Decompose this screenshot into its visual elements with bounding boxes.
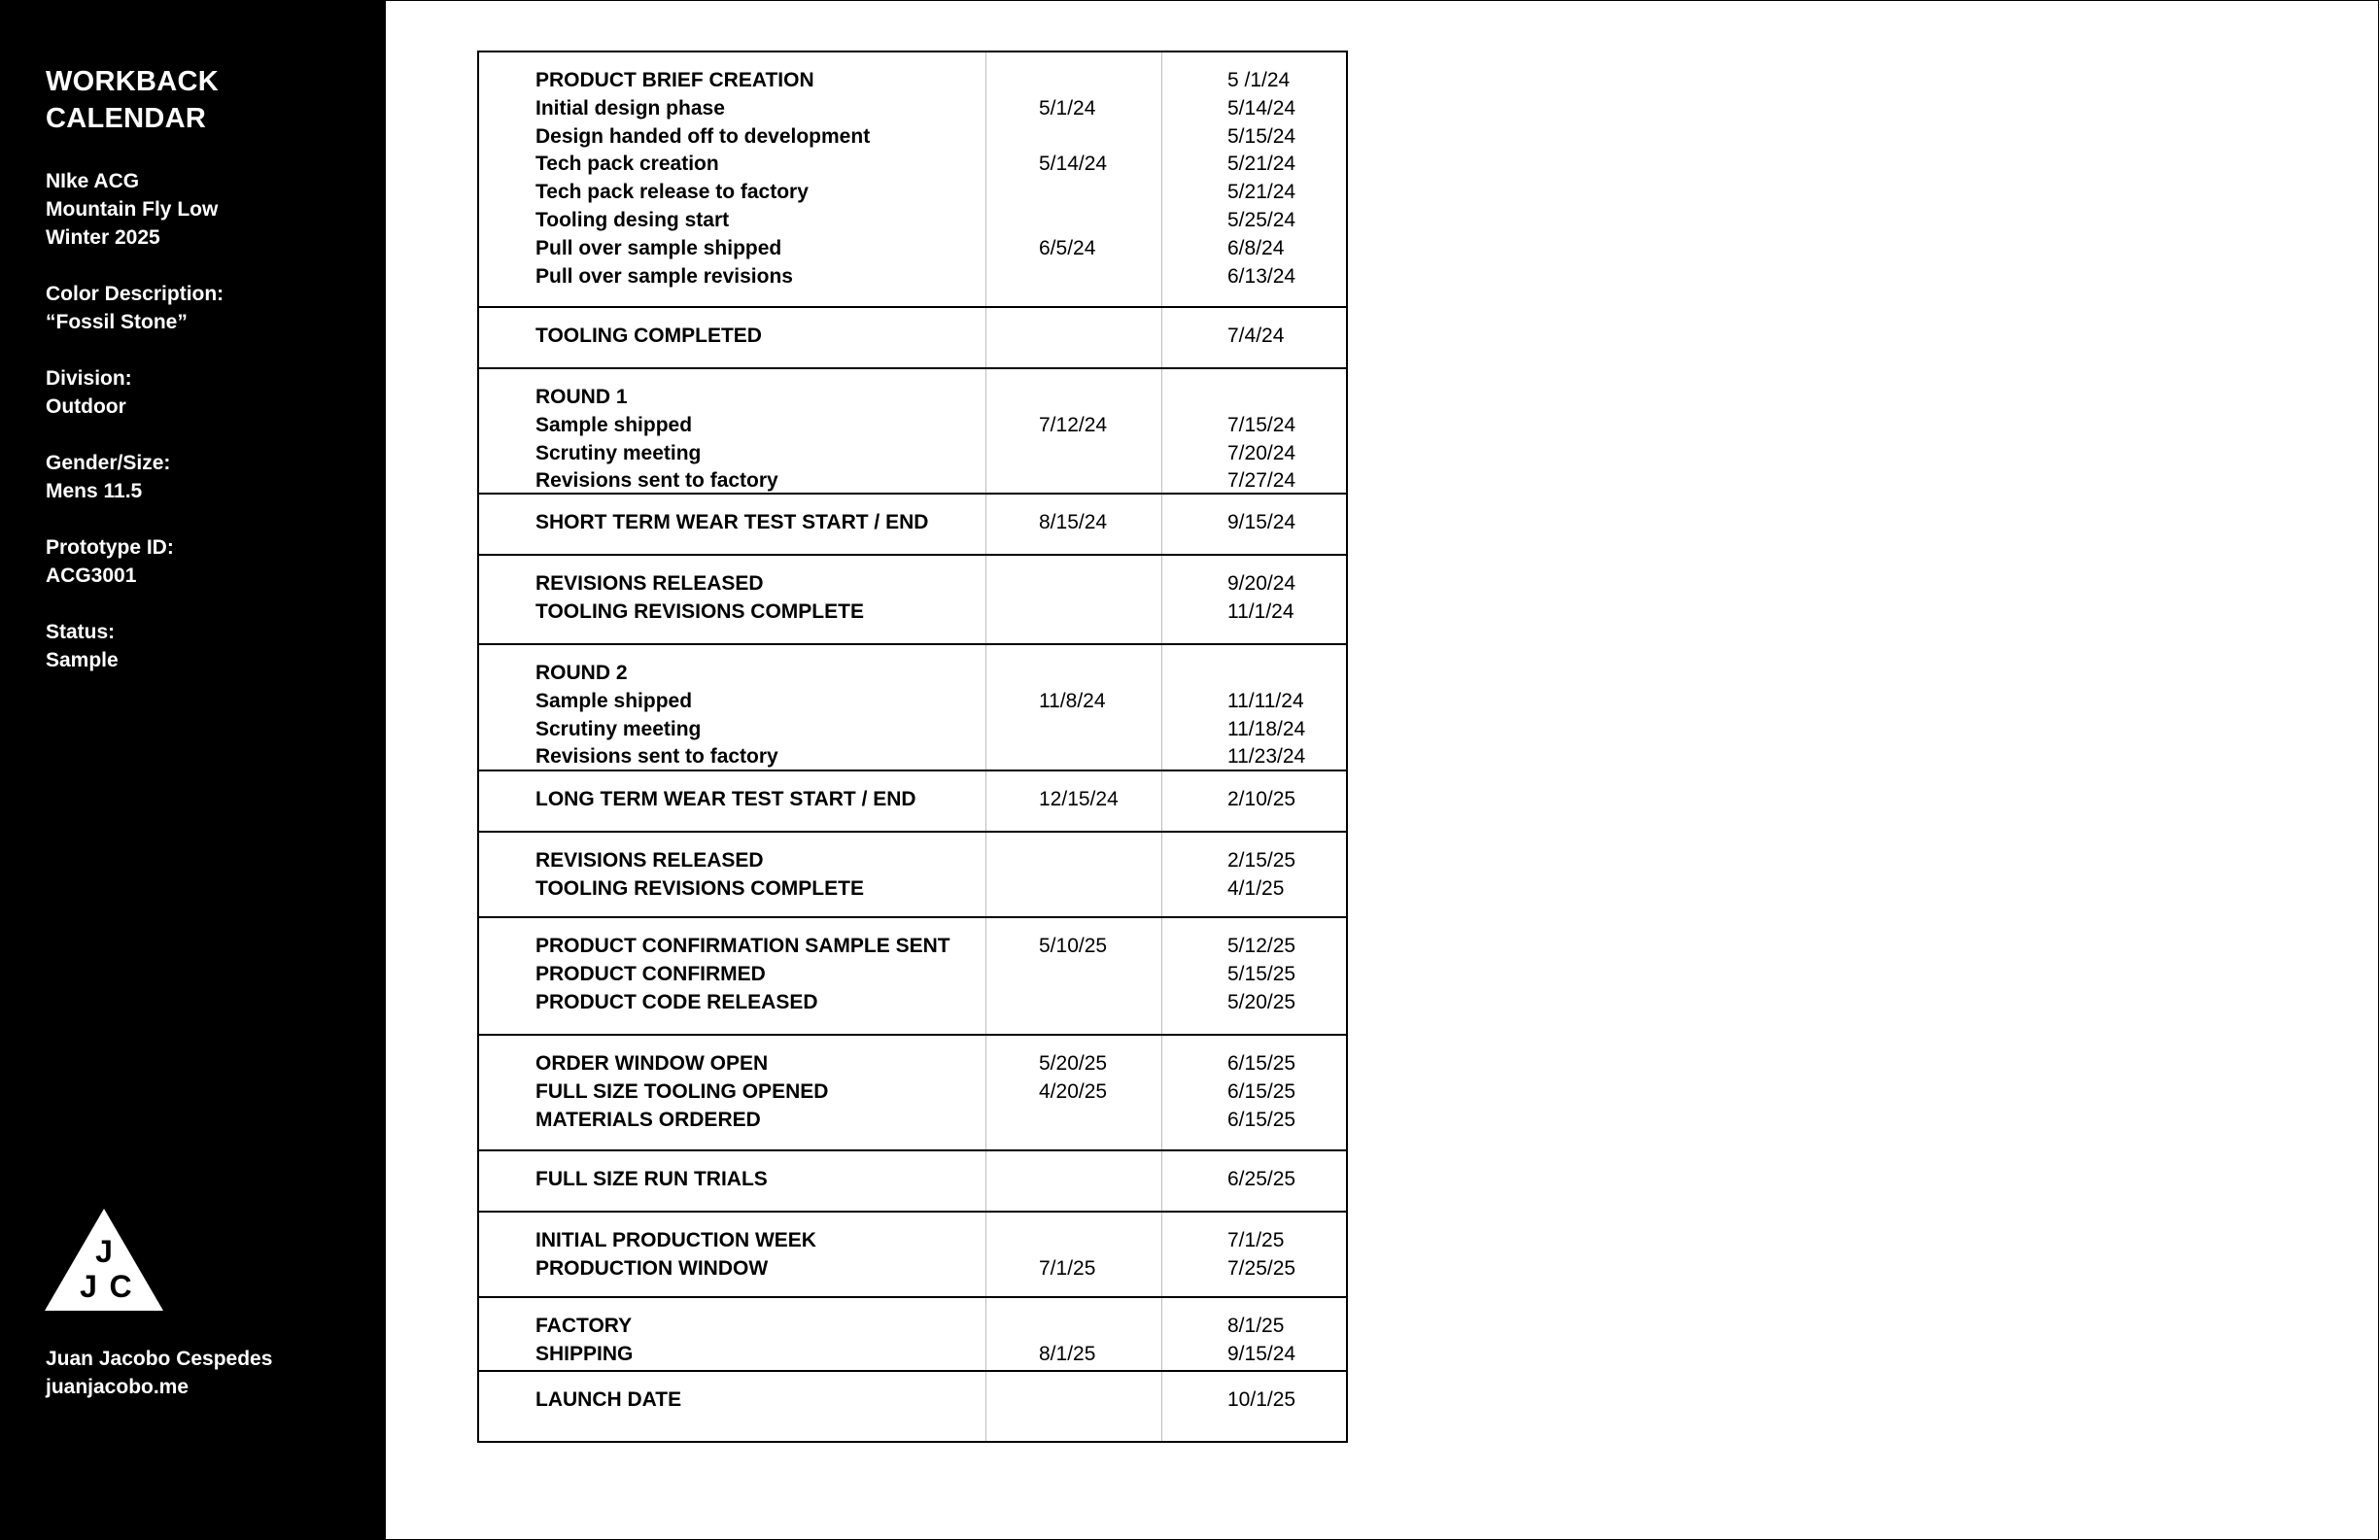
- task-name: Revisions sent to factory: [535, 469, 778, 493]
- schedule-row: [479, 94, 1346, 122]
- color-label: Color Description:: [46, 283, 224, 305]
- schedule-row: [479, 1049, 1346, 1078]
- schedule-section: [479, 495, 1346, 556]
- task-name: TOOLING COMPLETED: [535, 325, 762, 347]
- task-name: Design handed off to development: [535, 124, 871, 148]
- schedule-row: [479, 960, 1346, 988]
- end-date: 11/23/24: [1227, 745, 1306, 769]
- schedule-row: [479, 322, 1346, 350]
- author-name: Juan Jacobo Cespedes: [46, 1348, 273, 1370]
- schedule-row: [479, 742, 1346, 770]
- task-name: Pull over sample revisions: [535, 264, 793, 288]
- schedule-row: [479, 1386, 1346, 1414]
- task-name: LAUNCH DATE: [535, 1388, 682, 1411]
- task-name: ROUND 1: [535, 386, 628, 408]
- schedule-row: [479, 659, 1346, 687]
- end-date: 11/11/24: [1227, 689, 1304, 712]
- schedule-row: [479, 846, 1346, 874]
- start-date: 11/8/24: [1039, 689, 1106, 712]
- schedule-section: [479, 645, 1346, 771]
- end-date: 7/15/24: [1227, 413, 1296, 436]
- task-name: PRODUCT CONFIRMATION SAMPLE SENT: [535, 935, 950, 957]
- product-info: [46, 167, 224, 252]
- schedule-section: [479, 833, 1346, 918]
- schedule-row: [479, 1078, 1346, 1106]
- end-date: 5/25/24: [1227, 209, 1296, 231]
- product-brand: NIke ACG: [46, 170, 140, 192]
- title-line-2: CALENDAR: [46, 103, 207, 134]
- workback-schedule-table: [477, 51, 1348, 1443]
- schedule-row: [479, 932, 1346, 960]
- end-date: 11/1/24: [1227, 599, 1294, 623]
- task-name: Pull over sample shipped: [535, 236, 782, 259]
- start-date: 5/10/25: [1039, 935, 1108, 957]
- schedule-row: [479, 1254, 1346, 1283]
- schedule-section: [479, 1036, 1346, 1151]
- task-name: PRODUCT CODE RELEASED: [535, 990, 818, 1013]
- task-name: SHIPPING: [535, 1342, 634, 1365]
- task-name: TOOLING REVISIONS COMPLETE: [535, 876, 864, 900]
- schedule-row: [479, 1226, 1346, 1254]
- end-date: 6/8/24: [1227, 236, 1285, 259]
- author-credit: [46, 1345, 272, 1401]
- schedule-row: [479, 598, 1346, 626]
- schedule-section: [479, 369, 1346, 495]
- prototype-value: ACG3001: [46, 565, 137, 587]
- task-name: FULL SIZE TOOLING OPENED: [535, 1079, 829, 1103]
- schedule-section: [479, 918, 1346, 1036]
- task-name: TOOLING REVISIONS COMPLETE: [535, 599, 864, 623]
- status-label: Status:: [46, 621, 116, 643]
- title-line-1: WORKBACK: [46, 66, 219, 97]
- end-date: 2/10/25: [1227, 788, 1296, 810]
- start-date: 5/20/25: [1039, 1052, 1108, 1075]
- task-name: PRODUCT CONFIRMED: [535, 962, 766, 985]
- logo-letter-3: C: [109, 1269, 132, 1304]
- end-date: 6/25/25: [1227, 1168, 1296, 1190]
- project-info: [46, 167, 224, 702]
- task-name: REVISIONS RELEASED: [535, 849, 764, 872]
- start-date: 6/5/24: [1039, 236, 1096, 259]
- end-date: 10/1/25: [1227, 1388, 1296, 1411]
- schedule-row: [479, 262, 1346, 291]
- schedule-row: [479, 466, 1346, 495]
- sidebar: [0, 0, 386, 1540]
- gender-size-value: Mens 11.5: [46, 480, 143, 502]
- schedule-row: [479, 874, 1346, 903]
- logo-letter-1: J: [95, 1234, 113, 1269]
- task-name: Initial design phase: [535, 96, 725, 120]
- schedule-row: [479, 383, 1346, 411]
- task-name: PRODUCT BRIEF CREATION: [535, 69, 814, 91]
- start-date: 7/1/25: [1039, 1256, 1096, 1280]
- end-date: 6/15/25: [1227, 1108, 1296, 1131]
- task-name: SHORT TERM WEAR TEST START / END: [535, 511, 929, 533]
- division-info: [46, 364, 224, 421]
- task-name: Sample shipped: [535, 689, 693, 712]
- product-season: Winter 2025: [46, 226, 160, 249]
- logo-letter-2: J: [80, 1269, 97, 1304]
- task-name: Tech pack release to factory: [535, 181, 809, 204]
- end-date: 9/15/24: [1227, 511, 1296, 533]
- task-name: Scrutiny meeting: [535, 441, 702, 464]
- task-name: Sample shipped: [535, 413, 693, 436]
- schedule-section: [479, 1213, 1346, 1298]
- end-date: 4/1/25: [1227, 876, 1285, 900]
- task-name: FULL SIZE RUN TRIALS: [535, 1168, 768, 1190]
- page-title: [46, 63, 219, 137]
- end-date: 7/1/25: [1227, 1229, 1285, 1251]
- schedule-row: [479, 206, 1346, 234]
- schedule-row: [479, 715, 1346, 743]
- schedule-section: [479, 556, 1346, 645]
- start-date: 4/20/25: [1039, 1079, 1108, 1103]
- end-date: 9/20/24: [1227, 572, 1296, 595]
- schedule-row: [479, 1106, 1346, 1134]
- schedule-row: [479, 122, 1346, 151]
- schedule-row: [479, 411, 1346, 439]
- schedule-row: [479, 66, 1346, 94]
- end-date: 5 /1/24: [1227, 69, 1291, 91]
- end-date: 6/13/24: [1227, 264, 1296, 288]
- end-date: 6/15/25: [1227, 1079, 1296, 1103]
- schedule-section: [479, 771, 1346, 833]
- schedule-row: [479, 569, 1346, 598]
- schedule-row: [479, 1340, 1346, 1368]
- schedule-row: [479, 150, 1346, 178]
- end-date: 7/25/25: [1227, 1256, 1296, 1280]
- schedule-section: [479, 1372, 1346, 1443]
- task-name: FACTORY: [535, 1315, 633, 1337]
- schedule-section: [479, 1298, 1346, 1372]
- division-label: Division:: [46, 367, 132, 390]
- task-name: ROUND 2: [535, 662, 628, 684]
- end-date: 5/21/24: [1227, 153, 1296, 176]
- task-name: Tooling desing start: [535, 209, 730, 231]
- end-date: 5/21/24: [1227, 181, 1296, 204]
- color-value: “Fossil Stone”: [46, 311, 188, 333]
- end-date: 6/15/25: [1227, 1052, 1296, 1075]
- task-name: REVISIONS RELEASED: [535, 572, 764, 595]
- start-date: 8/1/25: [1039, 1342, 1096, 1365]
- status-value: Sample: [46, 649, 119, 671]
- schedule-section: [479, 52, 1346, 308]
- task-name: Scrutiny meeting: [535, 717, 702, 740]
- task-name: MATERIALS ORDERED: [535, 1108, 761, 1131]
- division-value: Outdoor: [46, 395, 126, 418]
- task-name: ORDER WINDOW OPEN: [535, 1052, 769, 1075]
- task-name: PRODUCTION WINDOW: [535, 1256, 769, 1280]
- end-date: 5/15/25: [1227, 962, 1296, 985]
- schedule-row: [479, 1165, 1346, 1193]
- end-date: 5/15/24: [1227, 124, 1296, 148]
- schedule-section: [479, 308, 1346, 369]
- gender-size-info: [46, 449, 224, 505]
- task-name: INITIAL PRODUCTION WEEK: [535, 1229, 816, 1251]
- start-date: 5/1/24: [1039, 96, 1096, 120]
- start-date: 5/14/24: [1039, 153, 1108, 176]
- schedule-row: [479, 687, 1346, 715]
- schedule-section: [479, 1151, 1346, 1213]
- schedule-row: [479, 988, 1346, 1016]
- end-date: 5/12/25: [1227, 935, 1296, 957]
- end-date: 5/14/24: [1227, 96, 1296, 120]
- schedule-row: [479, 234, 1346, 262]
- schedule-row: [479, 785, 1346, 813]
- task-name: LONG TERM WEAR TEST START / END: [535, 788, 916, 810]
- jjc-triangle-logo-icon: [45, 1209, 163, 1311]
- end-date: 7/4/24: [1227, 325, 1285, 347]
- task-name: Revisions sent to factory: [535, 745, 778, 769]
- schedule-row: [479, 178, 1346, 206]
- end-date: 11/18/24: [1227, 717, 1306, 740]
- schedule-row: [479, 439, 1346, 467]
- start-date: 12/15/24: [1039, 788, 1119, 810]
- schedule-row: [479, 1312, 1346, 1340]
- end-date: 5/20/25: [1227, 990, 1296, 1013]
- end-date: 2/15/25: [1227, 849, 1296, 872]
- status-info: [46, 618, 224, 674]
- end-date: 8/1/25: [1227, 1315, 1285, 1337]
- product-model: Mountain Fly Low: [46, 198, 219, 221]
- task-name: Tech pack creation: [535, 153, 719, 176]
- author-website[interactable]: juanjacobo.me: [46, 1376, 190, 1398]
- color-info: [46, 280, 224, 336]
- gender-size-label: Gender/Size:: [46, 452, 171, 474]
- prototype-info: [46, 533, 224, 590]
- prototype-label: Prototype ID:: [46, 536, 174, 559]
- start-date: 7/12/24: [1039, 413, 1108, 436]
- start-date: 8/15/24: [1039, 511, 1108, 533]
- end-date: 7/20/24: [1227, 441, 1296, 464]
- end-date: 7/27/24: [1227, 469, 1296, 493]
- schedule-row: [479, 508, 1346, 536]
- end-date: 9/15/24: [1227, 1342, 1296, 1365]
